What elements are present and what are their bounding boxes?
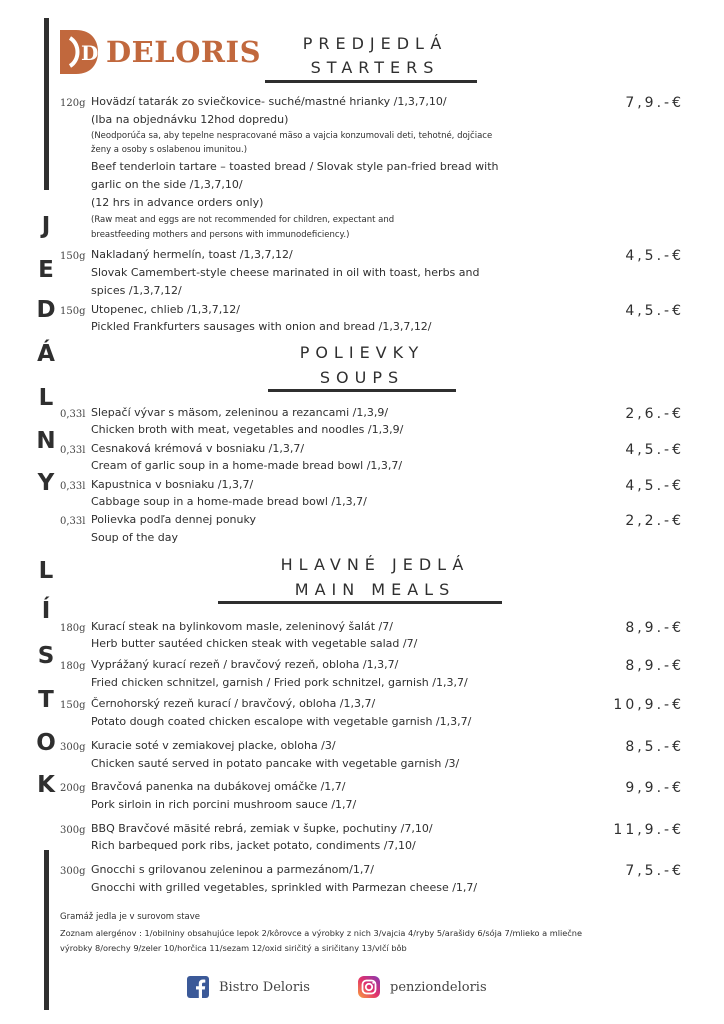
item-name: Nakladaný hermelín, toast /1,3,7,12/ [91,248,293,261]
side-letter: J [41,213,51,239]
item-name-en: Slovak Camembert-style cheese marinated in oil with toast, herbs and [91,266,480,279]
logo-mark-letter: D [81,41,99,65]
allergen-list: Zoznam alergénov : 1/obilniny obsahujúce lepok 2/kôrovce a výrobky z nich 3/vajcia 4/ryby 5/arašidy 6/sója 7/mlieko a mliečne [60,928,583,938]
item-name-en: Beef tenderloin tartare – toasted bread / Slovak style pan-fried bread with [91,160,499,173]
item-grams: 0,33l [60,409,86,420]
item-grams: 200g [60,783,86,794]
item-name: Černohorský rezeň kurací / bravčový, obloha /1,3,7/ [91,697,376,710]
item-price: 2,2.-€ [625,513,684,529]
instagram-label: penziondeloris [390,979,487,995]
item-grams: 300g [60,742,86,753]
side-letter: Í [41,598,51,624]
item-name-en: Chicken broth with meat, vegetables and noodles /1,3,9/ [91,423,404,436]
side-letter: D [36,297,56,323]
side-letter: Y [37,470,55,496]
item-name: Cesnaková krémová v bosniaku /1,3,7/ [91,442,305,455]
starters-rule [265,80,477,83]
side-letter: Á [37,341,55,367]
item-price: 9,9.-€ [625,780,684,796]
soups-title-en: SOUPS [319,368,405,387]
side-letter: S [37,643,55,669]
item-name-en: Herb butter sautéed chicken steak with vegetable salad /7/ [91,637,418,650]
item-warning-sk: ženy a osoby s oslabenou imunitou.) [91,145,248,155]
item-name: Kuracie soté v zemiakovej placke, obloha /3/ [91,739,336,752]
item-name: Utopenec, chlieb /1,3,7,12/ [91,303,240,316]
item-warning-en: (Raw meat and eggs are not recommended for children, expectant and [91,215,395,225]
allergen-list: výrobky 8/orechy 9/zeler 10/horčica 11/sezam 12/oxid siričitý a siričitany 13/vlčí bôb [60,943,407,953]
brand-name: DELORIS [106,35,262,69]
item-price: 10,9.-€ [613,697,684,713]
item-price: 7,5.-€ [625,863,684,879]
item-name-en: garlic on the side /1,3,7,10/ [91,178,243,191]
facebook-link[interactable] [187,976,310,998]
item-name-en: Cabbage soup in a home-made bread bowl /1,3,7/ [91,495,367,508]
logo-mark-icon [58,28,100,76]
item-grams: 0,33l [60,481,86,492]
item-name-en: Fried chicken schnitzel, garnish / Fried pork schnitzel, garnish /1,3,7/ [91,676,468,689]
item-name: Gnocchi s grilovanou zeleninou a parmezánom/1,7/ [91,863,375,876]
item-grams: 300g [60,866,86,877]
left-decorative-bar-bottom [44,850,49,1010]
item-price: 8,9.-€ [625,658,684,674]
side-letter: O [36,730,56,756]
item-name-en: Pork sirloin in rich porcini mushroom sauce /1,7/ [91,798,357,811]
item-grams: 180g [60,623,86,634]
item-name: Kurací steak na bylinkovom masle, zeleninový šalát /7/ [91,620,393,633]
item-grams: 300g [60,825,86,836]
item-name-en: Rich barbequed pork ribs, jacket potato, condiments /7,10/ [91,839,416,852]
item-grams: 180g [60,661,86,672]
item-name: Hovädzí tatarák zo sviečkovice- suché/mastné hrianky /1,3,7,10/ [91,95,447,108]
item-name-en: Soup of the day [91,531,179,544]
item-price: 4,5.-€ [625,442,684,458]
side-letter: L [38,558,54,584]
item-name-en: Potato dough coated chicken escalope with vegetable garnish /1,3,7/ [91,715,472,728]
item-price: 7,9.-€ [625,95,684,111]
item-name: Slepačí vývar s mäsom, zeleninou a rezancami /1,3,9/ [91,406,389,419]
item-warning-en: breastfeeding mothers and persons with immunodeficiency.) [91,230,350,240]
left-decorative-bar-top [44,18,49,190]
soups-rule [268,389,456,392]
side-letter: E [38,257,54,283]
starters-title-sk: PREDJEDLÁ [302,34,448,53]
item-price: 4,5.-€ [625,478,684,494]
item-name: Kapustnica v bosniaku /1,3,7/ [91,478,254,491]
item-grams: 150g [60,251,86,262]
item-note: (Iba na objednávku 12hod dopredu) [91,113,289,126]
item-grams: 120g [60,98,86,109]
item-warning-sk: (Neodporúča sa, aby tepelne nespracované mäso a vajcia konzumovali deti, tehotné, dojčiace [91,131,493,141]
item-name-en: Cream of garlic soup in a home-made bread bowl /1,3,7/ [91,459,403,472]
item-name: Vyprážaný kurací rezeň / bravčový rezeň, obloha /1,3,7/ [91,658,399,671]
facebook-label: Bistro Deloris [219,979,310,995]
brand-logo [58,27,261,77]
item-name: Polievka podľa dennej ponuky [91,513,256,526]
item-name: Bravčová panenka na dubákovej omáčke /1,7/ [91,780,346,793]
mains-title-sk: HLAVNÉ JEDLÁ [280,555,470,574]
item-name-en: Gnocchi with grilled vegetables, sprinkled with Parmezan cheese /1,7/ [91,881,478,894]
item-grams: 0,33l [60,445,86,456]
weight-note: Gramáž jedla je v surovom stave [60,912,200,922]
side-letter: T [38,687,54,713]
side-letter: L [38,385,54,411]
item-name: BBQ Bravčové mäsité rebrá, zemiak v šupke, pochutiny /7,10/ [91,822,433,835]
item-price: 4,5.-€ [625,248,684,264]
side-letter: K [37,772,55,798]
item-grams: 0,33l [60,516,86,527]
item-name-en: Chicken sauté served in potato pancake with vegetable garnish /3/ [91,757,460,770]
item-name-en: Pickled Frankfurters sausages with onion and bread /1,3,7,12/ [91,320,432,333]
item-price: 4,5.-€ [625,303,684,319]
soups-title-sk: POLIEVKY [299,343,425,362]
item-grams: 150g [60,306,86,317]
instagram-link[interactable] [358,976,487,998]
item-price: 2,6.-€ [625,406,684,422]
mains-rule [218,601,502,604]
side-letter: N [36,428,56,454]
facebook-icon [187,976,209,998]
instagram-icon [358,976,380,998]
item-price: 8,5.-€ [625,739,684,755]
mains-title-en: MAIN MEALS [294,580,456,599]
item-price: 8,9.-€ [625,620,684,636]
item-note-en: (12 hrs in advance orders only) [91,196,264,209]
item-grams: 150g [60,700,86,711]
item-name-en: spices /1,3,7,12/ [91,284,182,297]
starters-title-en: STARTERS [310,58,440,77]
item-price: 11,9.-€ [613,822,684,838]
